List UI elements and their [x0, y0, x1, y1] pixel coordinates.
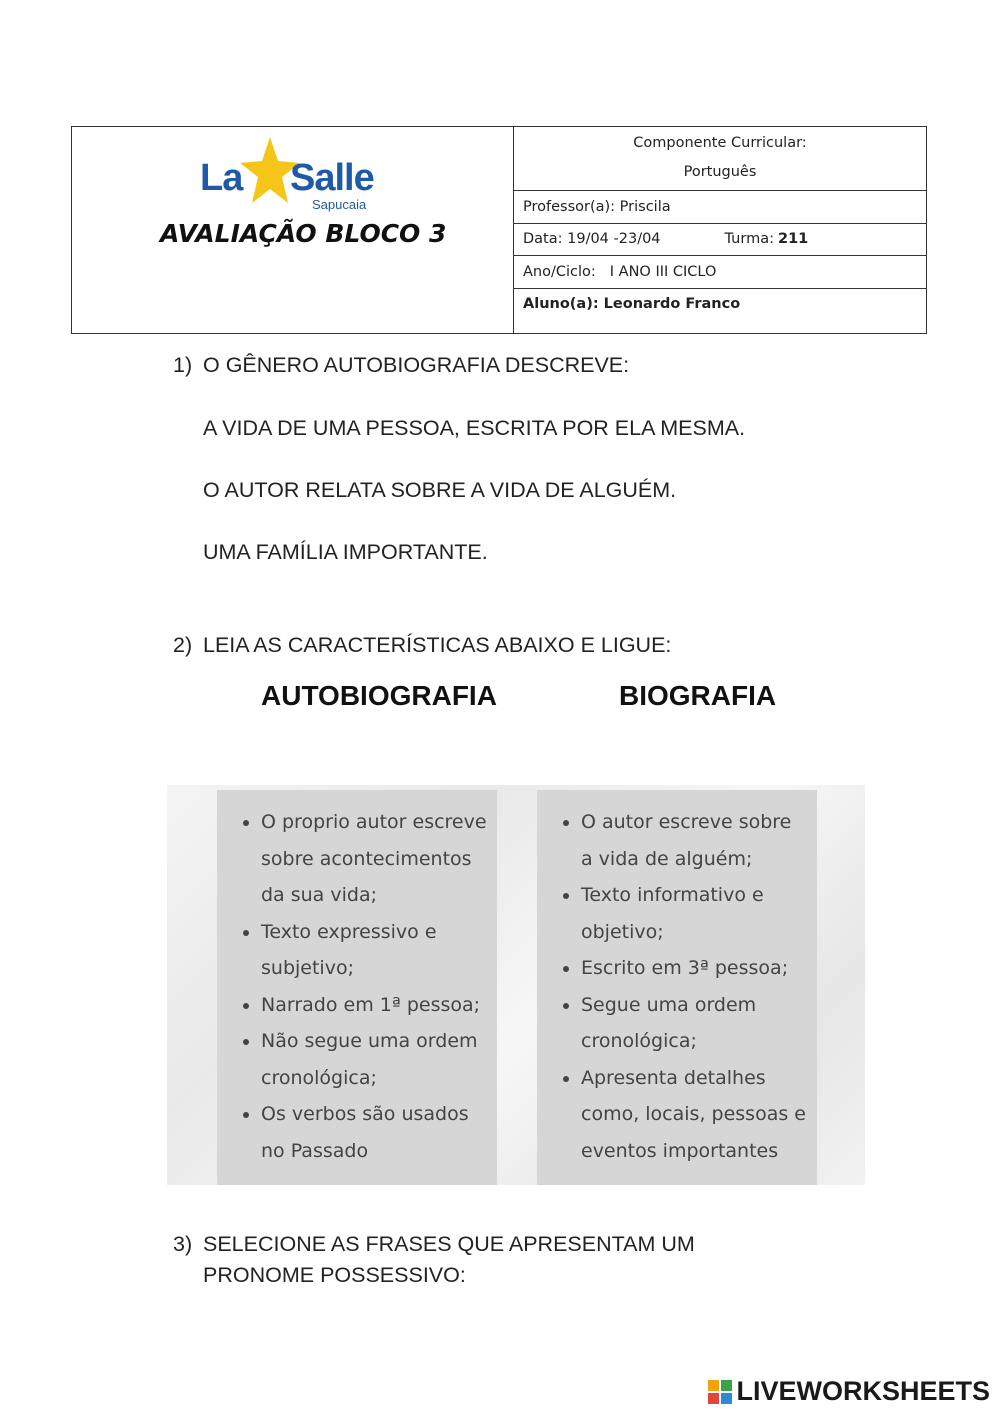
professor-text: Professor(a): Priscila [523, 198, 671, 215]
list-item: • Não segue uma ordem cronológica; [261, 1023, 487, 1096]
la-salle-logo [200, 135, 380, 212]
watermark-text: LIVEWORKSHEETS [736, 1376, 990, 1406]
question-3-number: 3) [173, 1232, 193, 1256]
list-item: • Os verbos são usados no Passado [261, 1096, 487, 1169]
question-3-line-1: SELECIONE AS FRASES QUE APRESENTAM UM [203, 1232, 695, 1256]
question-2-text: LEIA AS CARACTERÍSTICAS ABAIXO E LIGUE: [203, 633, 672, 657]
list-item: • O autor escreve sobre a vida de alguém; [581, 804, 807, 877]
componente-value: Português [683, 164, 757, 181]
question-1-number: 1) [173, 353, 193, 377]
logo-text-sapucaia: Sapucaia [312, 197, 367, 212]
list-item: • Texto informativo e objetivo; [581, 877, 807, 950]
question-3-line-2: PRONOME POSSESSIVO: [203, 1263, 466, 1287]
q1-option-2[interactable]: O AUTOR RELATA SOBRE A VIDA DE ALGUÉM. [203, 478, 677, 502]
ano-value: I ANO III CICLO [609, 264, 717, 281]
liveworksheets-watermark [708, 1376, 990, 1407]
data-turma-cell [514, 224, 926, 257]
page-title: AVALIAÇÃO BLOCO 3 [160, 219, 447, 248]
autobiografia-panel [217, 790, 497, 1185]
logo-text-salle: Salle [290, 157, 374, 199]
aluno-text: Aluno(a): Leonardo Franco [523, 296, 741, 313]
ano-ciclo-cell [514, 256, 926, 289]
list-item: • Narrado em 1ª pessoa; [261, 987, 487, 1024]
list-item: • Escrito em 3ª pessoa; [581, 950, 807, 987]
list-item: • Apresenta detalhes como, locais, pessoas e eventos importantes [581, 1060, 807, 1170]
liveworksheets-logo-icon [708, 1380, 732, 1404]
data-text: Data: 19/04 -23/04 [523, 231, 661, 248]
list-item: • Segue uma ordem cronológica; [581, 987, 807, 1060]
header-table [71, 126, 927, 334]
header-left-cell [72, 127, 514, 333]
turma-label: Turma: [724, 231, 774, 248]
q1-option-1[interactable]: A VIDA DE UMA PESSOA, ESCRITA POR ELA MESMA. [203, 416, 746, 440]
match-target-autobiografia[interactable]: AUTOBIOGRAFIA [261, 680, 497, 711]
list-item: • O proprio autor escreve sobre acontecimentos da sua vida; [261, 804, 487, 914]
biografia-list [557, 804, 807, 1169]
characteristics-image [167, 785, 865, 1185]
header-right-cells [514, 127, 926, 333]
biografia-panel [537, 790, 817, 1185]
ano-label: Ano/Ciclo: [523, 264, 596, 281]
question-1-text: O GÊNERO AUTOBIOGRAFIA DESCREVE: [203, 353, 630, 377]
logo-text-la: La [200, 157, 243, 199]
q1-option-3[interactable]: UMA FAMÍLIA IMPORTANTE. [203, 540, 488, 564]
autobiografia-list [237, 804, 487, 1169]
match-target-biografia[interactable]: BIOGRAFIA [619, 680, 777, 711]
aluno-cell [514, 289, 926, 333]
professor-cell [514, 191, 926, 224]
question-2-number: 2) [173, 633, 193, 657]
componente-label: Componente Curricular: [633, 135, 807, 152]
list-item: • Texto expressivo e subjetivo; [261, 914, 487, 987]
componente-cell [514, 127, 926, 191]
turma-value: 211 [777, 231, 809, 248]
